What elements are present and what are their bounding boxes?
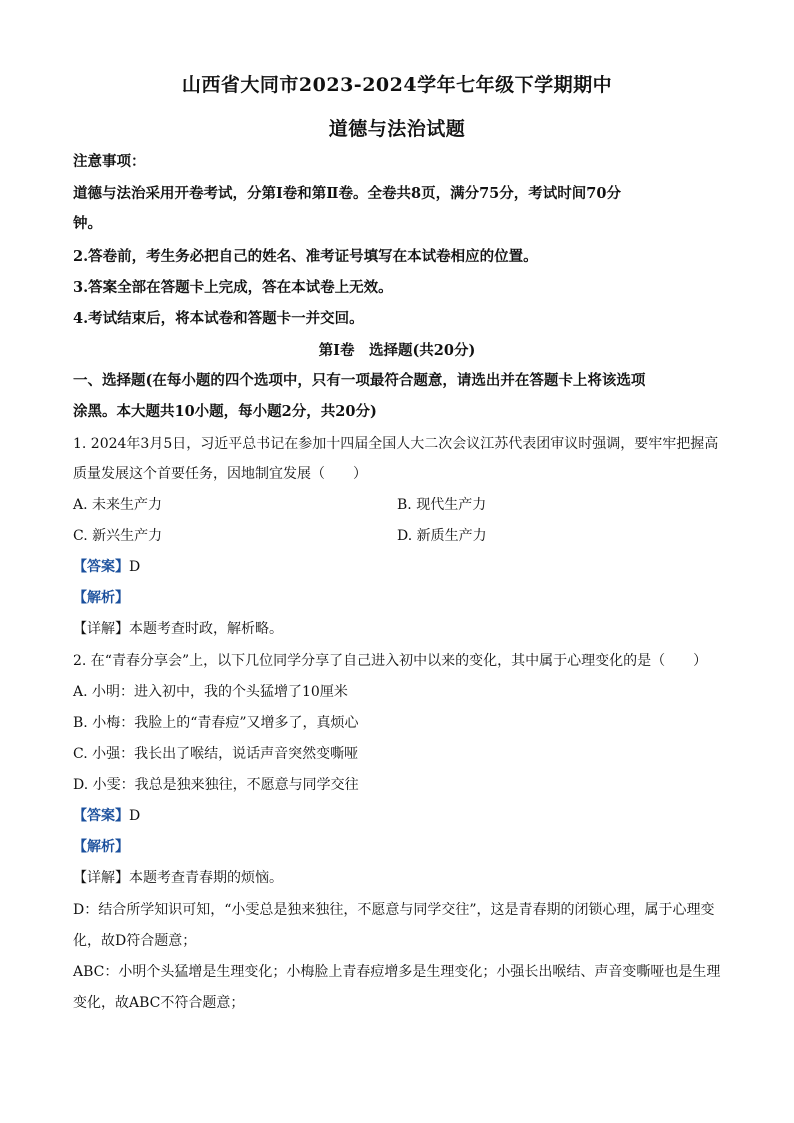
detail-text: 本题考查青春期的烦恼。 [129, 870, 283, 886]
q1-detail [73, 618, 723, 638]
q1-option-c: C. 新兴生产力 [73, 528, 163, 544]
q1-option-a: A. 未来生产力 [73, 497, 163, 513]
q2-answer [73, 805, 723, 825]
q2-option-a: A. 小明：进入初中，我的个头猛增了10厘米 [73, 684, 348, 700]
q1-stem: 1. 2024年3月5日，习近平总书记在参加十四届全国人大二次会议江苏代表团审议时强调，要牢牢把握高 [73, 436, 719, 452]
notice-line-1-cont: 钟。 [73, 215, 102, 232]
answer-tag: 【答案】 [73, 808, 129, 824]
q2-stem: 2. 在“青春分享会”上，以下几位同学分享了自己进入初中以来的变化，其中属于心理变化的是（ ） [73, 653, 708, 669]
q1-option-b: B. 现代生产力 [397, 497, 487, 513]
q1-answer [73, 556, 723, 576]
notice-line-2: 2.答卷前，考生务必把自己的姓名、准考证号填写在本试卷相应的位置。 [73, 248, 538, 265]
notice-line-4: 4.考试结束后，将本试卷和答题卡一并交回。 [73, 310, 364, 327]
q2-analysis [73, 836, 723, 856]
notice-line-3: 3.答案全部在答题卡上完成，答在本试卷上无效。 [73, 279, 393, 296]
detail-tag: 【详解】 [73, 870, 129, 886]
part-heading-cont: 涂黑。本大题共10小题，每小题2分，共20分) [73, 403, 377, 420]
answer-value: D [129, 808, 141, 824]
notice-heading: 注意事项： [73, 153, 146, 170]
analysis-tag: 【解析】 [73, 590, 129, 606]
q1-option-d: D. 新质生产力 [397, 528, 487, 544]
notice-line-1: 道德与法治采用开卷考试，分第Ⅰ卷和第Ⅱ卷。全卷共8页，满分75分，考试时间70分 [73, 185, 621, 202]
q2-detail [73, 867, 723, 887]
analysis-tag: 【解析】 [73, 839, 129, 855]
q1-stem-cont: 质量发展这个首要任务，因地制宜发展（ ） [73, 466, 367, 482]
detail-text: 本题考查时政，解析略。 [129, 621, 283, 637]
q1-analysis [73, 587, 723, 607]
answer-value: D [129, 559, 141, 575]
q2-explanation-1: D：结合所学知识可知，“小雯总是独来独往，不愿意与同学交往”，这是青春期的闭锁心理，属于心理变 [73, 902, 715, 918]
q2-explanation-2: ABC：小明个头猛增是生理变化；小梅脸上青春痘增多是生理变化；小强长出喉结、声音变嘶哑也是生理 [73, 964, 721, 980]
detail-tag: 【详解】 [73, 621, 129, 637]
q2-option-b: B. 小梅：我脸上的“青春痘”又增多了，真烦心 [73, 715, 359, 731]
q2-option-c: C. 小强：我长出了喉结，说话声音突然变嘶哑 [73, 746, 359, 762]
exam-subtitle: 道德与法治试题 [328, 118, 466, 140]
exam-title: 山西省大同市2023-2024学年七年级下学期期中 [181, 74, 613, 96]
section-title: 第Ⅰ卷 选择题(共20分) [318, 342, 476, 359]
answer-tag: 【答案】 [73, 559, 129, 575]
q2-explanation-2-cont: 变化，故ABC不符合题意； [73, 995, 245, 1011]
q2-explanation-1-cont: 化，故D符合题意； [73, 933, 197, 949]
q2-option-d: D. 小雯：我总是独来独往，不愿意与同学交往 [73, 777, 359, 793]
part-heading: 一、选择题(在每小题的四个选项中，只有一项最符合题意，请选出并在答题卡上将该选项 [73, 372, 646, 389]
